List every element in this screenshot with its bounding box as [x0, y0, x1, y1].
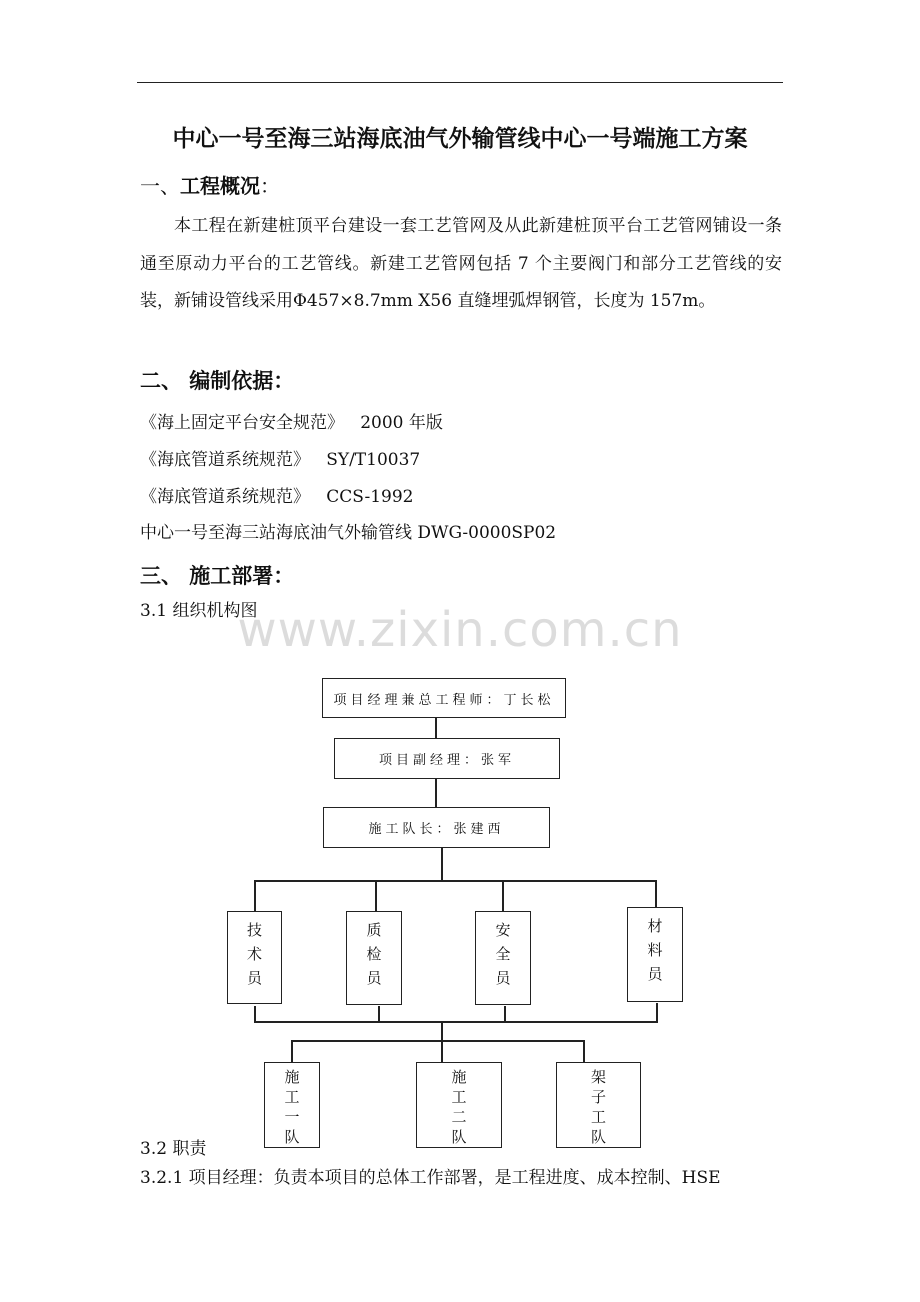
basis-item: 中心一号至海三站海底油气外输管线 DWG-0000SP02: [140, 523, 557, 543]
subsection-3-2-1: 3.2.1 项目经理：负责本项目的总体工作部署，是工程进度、成本控制、HSE: [140, 1168, 721, 1188]
connector-line: [378, 1006, 380, 1022]
header-rule: [137, 82, 783, 83]
org-box-team-2: 施 工 二 队: [416, 1062, 502, 1148]
connector-line: [254, 880, 657, 882]
section-1-heading: 一、工程概况：: [140, 174, 280, 198]
document-title: 中心一号至海三站海底油气外输管线中心一号端施工方案: [172, 126, 748, 152]
connector-line: [375, 880, 377, 912]
org-box-materials-officer: 材 料 员: [627, 907, 683, 1002]
subsection-3-2: 3.2 职责: [140, 1139, 207, 1159]
connector-line: [655, 880, 657, 908]
basis-item: 《海底管道系统规范》 SY/T10037: [140, 450, 421, 470]
subsection-3-1: 3.1 组织机构图: [140, 601, 258, 621]
connector-line: [291, 1040, 293, 1062]
connector-line: [435, 779, 437, 807]
org-box-technician: 技 术 员: [227, 911, 282, 1004]
connector-line: [254, 880, 256, 912]
connector-line: [254, 1021, 658, 1023]
connector-line: [441, 1021, 443, 1041]
org-box-team-scaffold: 架 子 工 队: [556, 1062, 641, 1148]
overview-paragraph: 本工程在新建桩顶平台建设一套工艺管网及从此新建桩顶平台工艺管网铺设一条通至原动力平台的工艺管线。新建工艺管网包括 7 个主要阀门和部分工艺管线的安装，新铺设管线采用Φ457×8.7mm X56 直缝埋弧焊钢管，长度为 157m。: [140, 216, 782, 311]
org-box-team-1: 施 工 一 队: [264, 1062, 320, 1148]
section-2-heading: 二、 编制依据：: [140, 369, 295, 393]
connector-line: [583, 1040, 585, 1062]
basis-item: 《海上固定平台安全规范》 2000 年版: [140, 413, 443, 433]
basis-item: 《海底管道系统规范》 CCS-1992: [140, 487, 414, 507]
connector-line: [291, 1040, 584, 1042]
org-box-leader: 施工队长：张建西: [323, 807, 550, 848]
org-box-quality-inspector: 质 检 员: [346, 911, 402, 1005]
org-box-manager: 项目经理兼总工程师：丁长松: [322, 678, 566, 718]
connector-line: [656, 1003, 658, 1022]
section-3-heading: 三、 施工部署：: [140, 564, 295, 588]
org-box-deputy: 项目副经理：张军: [334, 738, 560, 779]
connector-line: [441, 848, 443, 881]
connector-line: [504, 1006, 506, 1022]
watermark: www.zixin.com.cn: [237, 602, 683, 658]
connector-line: [441, 1040, 443, 1062]
connector-line: [435, 718, 437, 738]
connector-line: [254, 1006, 256, 1022]
connector-line: [502, 880, 504, 912]
org-box-safety-officer: 安 全 员: [475, 911, 531, 1005]
